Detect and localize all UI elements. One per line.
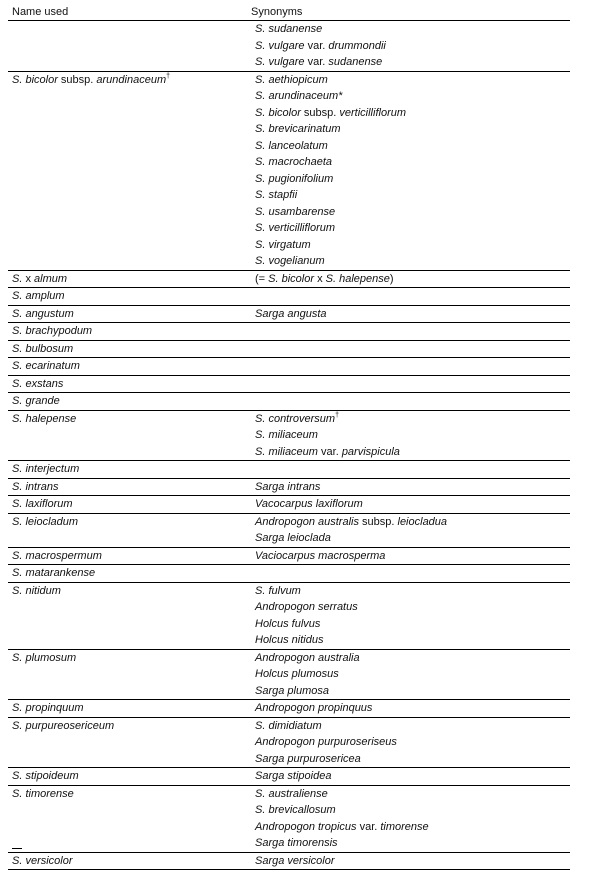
synonym-line: [255, 411, 570, 428]
cell-name-used: [8, 718, 255, 768]
name-line: [12, 411, 255, 428]
taxon-name: S. intrans: [12, 481, 58, 493]
table-row: [8, 323, 570, 341]
synonym-line: [255, 237, 570, 254]
table-row: [8, 271, 570, 289]
table-row: [8, 376, 570, 394]
cell-synonyms: [255, 565, 570, 582]
synonym-line: [255, 632, 570, 649]
cell-synonyms: [255, 411, 570, 461]
name-line: [12, 479, 255, 496]
taxon-name: S. australiense: [255, 788, 328, 800]
cell-synonyms: [255, 376, 570, 393]
taxon-name: Sarga versicolor: [255, 855, 334, 867]
taxon-name: S. arundinaceum*: [255, 90, 342, 102]
synonym-line: [255, 204, 570, 221]
synonym-line: [255, 154, 570, 171]
table-row: [8, 358, 570, 376]
name-line: [12, 786, 255, 803]
name-line: [12, 306, 255, 323]
taxon-name: Holcus nitidus: [255, 634, 323, 646]
synonym-line: [255, 121, 570, 138]
table-row: [8, 853, 570, 870]
table-row: [8, 496, 570, 514]
taxon-name: S. brachypodum: [12, 325, 92, 337]
table-header: [8, 3, 570, 21]
synonym-line: [255, 666, 570, 683]
plain-text: ): [390, 273, 394, 285]
taxon-name: Andropogon purpuroseriseus: [255, 736, 397, 748]
synonym-line: [255, 54, 570, 71]
cell-synonyms: [255, 583, 570, 649]
taxon-name: S. laxiflorum: [12, 498, 73, 510]
cell-name-used: [8, 583, 255, 649]
footnote-rule: [12, 848, 22, 853]
synonym-line: [255, 72, 570, 89]
name-line: [12, 514, 255, 531]
cell-name-used: [8, 72, 255, 270]
plain-text: x: [22, 273, 34, 285]
synonym-line: [255, 220, 570, 237]
footnote-mark: †: [335, 412, 339, 419]
synonyms-table: [8, 3, 570, 870]
taxon-name: S. grande: [12, 395, 60, 407]
synonym-line: [255, 650, 570, 667]
taxon-name: S. vulgare: [255, 56, 305, 68]
table-row: [8, 700, 570, 718]
taxon-name: S. usambarense: [255, 206, 335, 218]
taxon-name: S. nitidum: [12, 585, 61, 597]
synonym-line: [255, 683, 570, 700]
taxon-name: S. sudanense: [255, 23, 322, 35]
synonym-line: [255, 479, 570, 496]
synonym-line: [255, 288, 570, 305]
taxon-name: S. bicolor: [12, 74, 58, 86]
synonym-line: [255, 444, 570, 461]
name-line: [12, 548, 255, 565]
taxon-name: S. purpureosericeum: [12, 720, 114, 732]
taxon-name: S.: [12, 273, 22, 285]
cell-synonyms: [255, 853, 570, 870]
cell-synonyms: [255, 548, 570, 565]
cell-name-used: [8, 21, 255, 71]
taxon-name: S. virgatum: [255, 239, 311, 251]
cell-name-used: [8, 650, 255, 700]
cell-name-used: [8, 288, 255, 305]
table-row: [8, 786, 570, 853]
taxon-name: S. verticilliflorum: [255, 222, 335, 234]
cell-name-used: [8, 306, 255, 323]
cell-name-used: [8, 479, 255, 496]
plain-text: var.: [305, 40, 329, 52]
synonym-line: [255, 583, 570, 600]
cell-name-used: [8, 786, 255, 852]
taxon-name: Sarga timorensis: [255, 837, 338, 849]
synonym-line: [255, 271, 570, 288]
table-row: [8, 514, 570, 548]
header-synonyms: Synonyms: [251, 6, 570, 18]
taxon-name: Holcus fulvus: [255, 618, 320, 630]
plain-text: var.: [318, 446, 342, 458]
plain-text: x: [314, 273, 326, 285]
taxon-name: timorense: [380, 821, 428, 833]
synonym-line: [255, 253, 570, 270]
name-line: [12, 583, 255, 600]
taxon-name: Sarga plumosa: [255, 685, 329, 697]
table-row: [8, 341, 570, 359]
taxon-name: S. brevicallosum: [255, 804, 336, 816]
taxon-name: S. controversum: [255, 413, 335, 425]
name-line: [12, 288, 255, 305]
name-line: [12, 271, 255, 288]
taxon-name: S. leiocladum: [12, 516, 78, 528]
taxon-name: sudanense: [328, 56, 382, 68]
taxon-name: S. lanceolatum: [255, 140, 328, 152]
cell-name-used: [8, 341, 255, 358]
synonym-line: [255, 768, 570, 785]
synonym-line: [255, 38, 570, 55]
taxon-name: Sarga intrans: [255, 481, 320, 493]
synonym-line: [255, 700, 570, 717]
plain-text: subsp.: [359, 516, 398, 528]
cell-name-used: [8, 376, 255, 393]
taxon-name: S. stapfii: [255, 189, 297, 201]
cell-name-used: [8, 271, 255, 288]
synonym-line: [255, 105, 570, 122]
synonym-line: [255, 376, 570, 393]
taxon-name: S. ecarinatum: [12, 360, 80, 372]
taxon-name: Sarga leioclada: [255, 532, 331, 544]
plain-text: var.: [357, 821, 381, 833]
synonym-line: [255, 427, 570, 444]
synonym-line: [255, 835, 570, 852]
cell-name-used: [8, 514, 255, 547]
table-row: [8, 306, 570, 324]
synonym-line: [255, 88, 570, 105]
synonym-line: [255, 802, 570, 819]
taxon-name: S. interjectum: [12, 463, 79, 475]
table-row: [8, 650, 570, 701]
taxon-name: S. matarankense: [12, 567, 95, 579]
cell-synonyms: [255, 358, 570, 375]
synonym-line: [255, 819, 570, 836]
synonym-line: [255, 21, 570, 38]
taxon-name: S. exstans: [12, 378, 63, 390]
table-row: [8, 718, 570, 769]
taxon-name: S. propinquum: [12, 702, 84, 714]
footnote-mark: †: [166, 73, 170, 80]
cell-synonyms: [255, 496, 570, 513]
table-row: [8, 768, 570, 786]
taxon-name: S. bicolor: [268, 273, 314, 285]
cell-synonyms: [255, 306, 570, 323]
synonym-line: [255, 565, 570, 582]
cell-name-used: [8, 323, 255, 340]
cell-synonyms: [255, 768, 570, 785]
plain-text: (=: [255, 273, 268, 285]
taxon-name: S. fulvum: [255, 585, 301, 597]
taxon-name: S. timorense: [12, 788, 74, 800]
cell-synonyms: [255, 479, 570, 496]
synonym-line: [255, 358, 570, 375]
name-line: [12, 393, 255, 410]
taxon-name: S. plumosum: [12, 652, 76, 664]
table-row: [8, 565, 570, 583]
taxon-name: S. versicolor: [12, 855, 73, 867]
table-row: [8, 411, 570, 462]
cell-name-used: [8, 565, 255, 582]
name-line: [12, 718, 255, 735]
taxon-name: S. vogelianum: [255, 255, 325, 267]
taxon-name: S. amplum: [12, 290, 65, 302]
taxon-name: Andropogon tropicus: [255, 821, 357, 833]
taxon-name: Holcus plumosus: [255, 668, 339, 680]
cell-synonyms: [255, 72, 570, 270]
taxon-name: S. aethiopicum: [255, 74, 328, 86]
taxon-name: Andropogon propinquus: [255, 702, 372, 714]
cell-name-used: [8, 393, 255, 410]
cell-name-used: [8, 853, 255, 870]
cell-name-used: [8, 548, 255, 565]
taxon-name: S. angustum: [12, 308, 74, 320]
plain-text: var.: [305, 56, 329, 68]
taxon-name: Andropogon serratus: [255, 601, 358, 613]
cell-name-used: [8, 358, 255, 375]
cell-synonyms: [255, 650, 570, 700]
cell-synonyms: [255, 341, 570, 358]
taxon-name: S. vulgare: [255, 40, 305, 52]
name-line: [12, 21, 255, 38]
cell-synonyms: [255, 21, 570, 71]
taxon-name: S. pugionifolium: [255, 173, 333, 185]
synonym-line: [255, 734, 570, 751]
name-line: [12, 565, 255, 582]
name-line: [12, 323, 255, 340]
header-name-used: Name used: [8, 6, 251, 18]
table-row: [8, 72, 570, 271]
cell-synonyms: [255, 718, 570, 768]
taxon-name: Sarga angusta: [255, 308, 327, 320]
synonym-line: [255, 393, 570, 410]
synonym-line: [255, 171, 570, 188]
taxon-name: Andropogon australis: [255, 516, 359, 528]
synonym-line: [255, 514, 570, 531]
cell-name-used: [8, 496, 255, 513]
synonym-line: [255, 496, 570, 513]
taxon-name: parvispicula: [342, 446, 400, 458]
synonym-line: [255, 341, 570, 358]
synonym-line: [255, 599, 570, 616]
table-row: [8, 461, 570, 479]
name-line: [12, 358, 255, 375]
taxon-name: S. miliaceum: [255, 429, 318, 441]
synonym-line: [255, 530, 570, 547]
synonym-line: [255, 306, 570, 323]
taxon-name: S. brevicarinatum: [255, 123, 341, 135]
name-line: [12, 768, 255, 785]
name-line: [12, 461, 255, 478]
taxon-name: S. bulbosum: [12, 343, 73, 355]
name-line: [12, 496, 255, 513]
plain-text: subsp.: [58, 74, 97, 86]
plain-text: subsp.: [301, 107, 340, 119]
synonym-line: [255, 548, 570, 565]
taxon-name: Sarga stipoidea: [255, 770, 331, 782]
synonym-line: [255, 323, 570, 340]
synonym-line: [255, 461, 570, 478]
taxon-name: S. miliaceum: [255, 446, 318, 458]
cell-synonyms: [255, 271, 570, 288]
taxon-name: verticilliflorum: [339, 107, 406, 119]
taxon-name: S. stipoideum: [12, 770, 79, 782]
cell-synonyms: [255, 786, 570, 852]
cell-name-used: [8, 461, 255, 478]
name-line: [12, 700, 255, 717]
cell-name-used: [8, 768, 255, 785]
taxon-name: arundinaceum: [96, 74, 166, 86]
table-body: [8, 21, 570, 870]
cell-synonyms: [255, 514, 570, 547]
cell-synonyms: [255, 393, 570, 410]
taxon-name: Sarga purpurosericea: [255, 753, 361, 765]
synonym-line: [255, 187, 570, 204]
taxon-name: S. halepense: [326, 273, 390, 285]
taxon-name: almum: [34, 273, 67, 285]
table-row: [8, 393, 570, 411]
table-row: [8, 583, 570, 650]
taxon-name: S. macrospermum: [12, 550, 102, 562]
name-line: [12, 341, 255, 358]
taxon-name: Andropogon australia: [255, 652, 360, 664]
synonym-line: [255, 786, 570, 803]
synonym-line: [255, 138, 570, 155]
taxon-name: S. halepense: [12, 413, 76, 425]
synonym-line: [255, 616, 570, 633]
name-line: [12, 853, 255, 870]
table-row: [8, 288, 570, 306]
taxon-name: drummondii: [328, 40, 385, 52]
name-line: [12, 376, 255, 393]
cell-synonyms: [255, 323, 570, 340]
cell-synonyms: [255, 288, 570, 305]
table-row: [8, 21, 570, 72]
table-row: [8, 548, 570, 566]
name-line: [12, 650, 255, 667]
taxon-name: S. macrochaeta: [255, 156, 332, 168]
cell-synonyms: [255, 700, 570, 717]
taxon-name: S. bicolor: [255, 107, 301, 119]
cell-name-used: [8, 411, 255, 461]
synonym-line: [255, 718, 570, 735]
cell-synonyms: [255, 461, 570, 478]
taxon-name: Vacocarpus laxiflorum: [255, 498, 363, 510]
cell-name-used: [8, 700, 255, 717]
taxon-name: leiocladua: [398, 516, 448, 528]
taxon-name: Vaciocarpus macrosperma: [255, 550, 385, 562]
table-row: [8, 479, 570, 497]
synonym-line: [255, 853, 570, 870]
name-line: [12, 72, 255, 89]
synonym-line: [255, 751, 570, 768]
taxon-name: S. dimidiatum: [255, 720, 322, 732]
